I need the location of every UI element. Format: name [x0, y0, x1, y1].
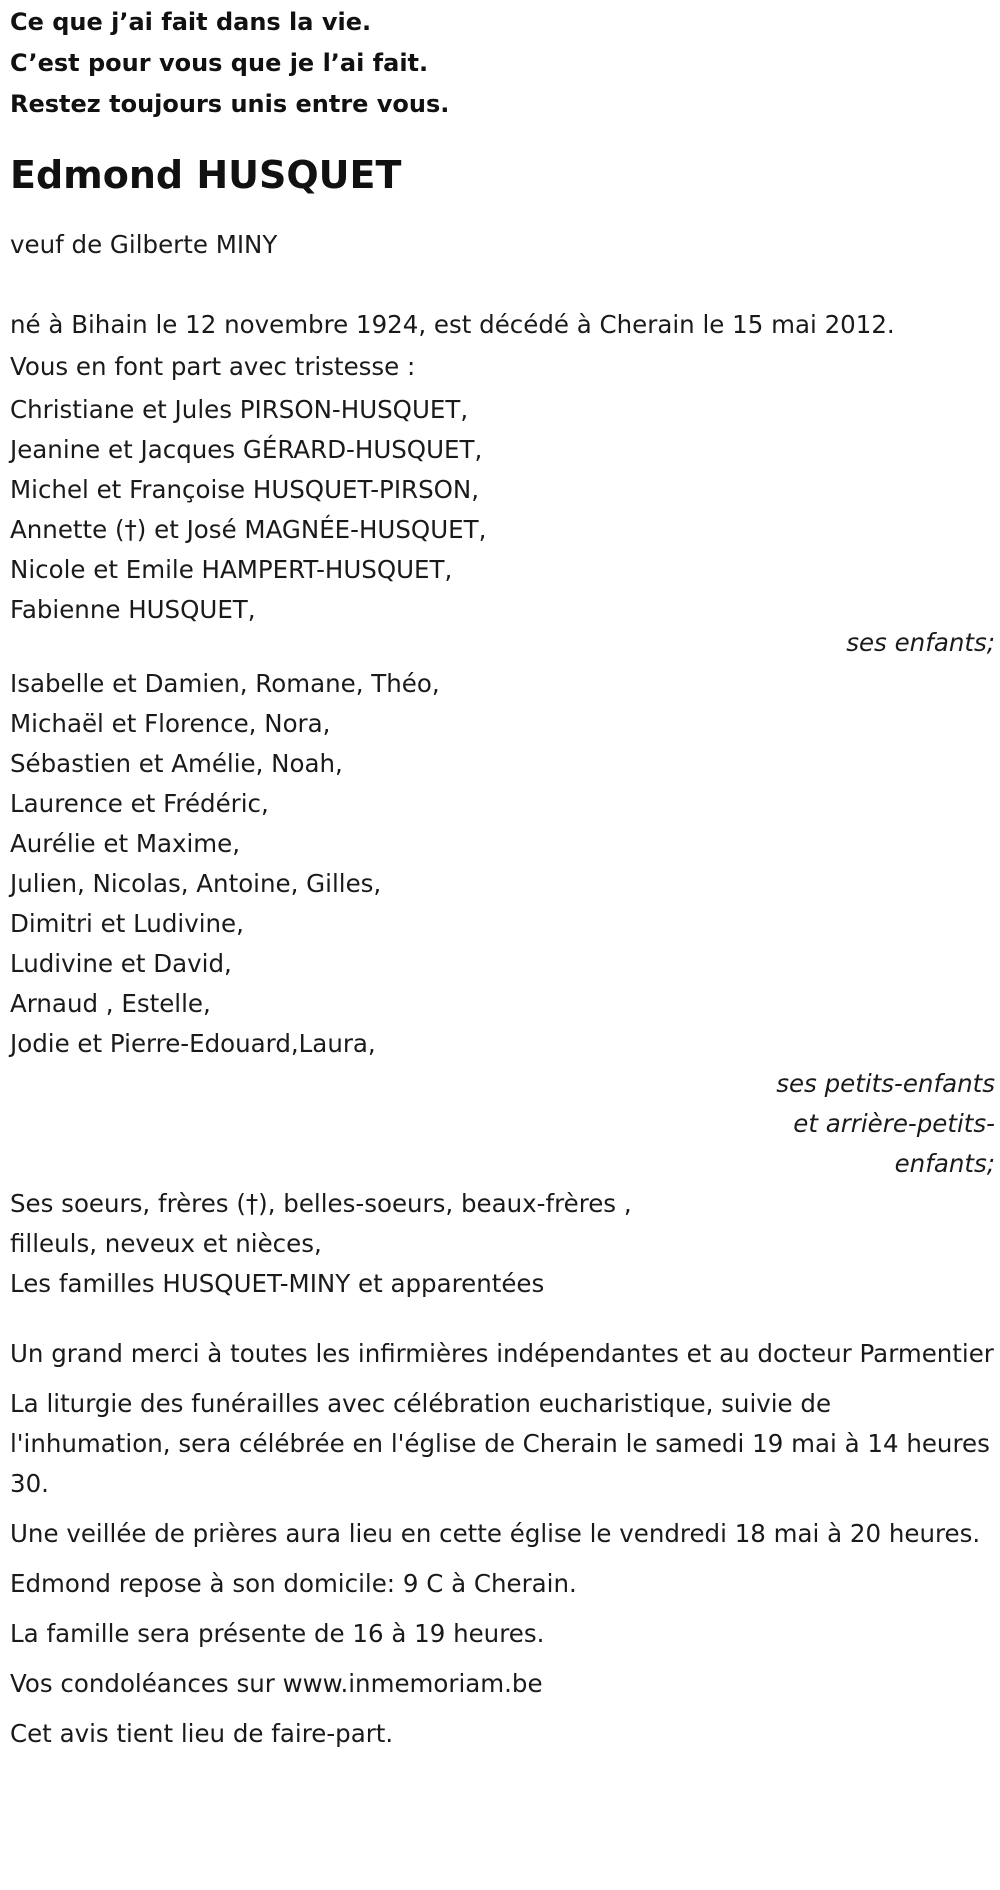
- role-line: enfants;: [894, 1149, 995, 1178]
- list-item: Ludivine et David,: [10, 949, 232, 978]
- widower-line: veuf de Gilberte MINY: [10, 230, 278, 259]
- quote-line: C’est pour vous que je l’ai fait.: [10, 49, 429, 77]
- role-line: ses petits-enfants: [776, 1069, 995, 1098]
- list-item: Jodie et Pierre-Edouard,Laura,: [10, 1029, 376, 1058]
- list-item: Fabienne HUSQUET,: [10, 595, 256, 624]
- list-item: Laurence et Frédéric,: [10, 789, 269, 818]
- list-item: Les familles HUSQUET-MINY et apparentées: [10, 1269, 545, 1298]
- list-item: Julien, Nicolas, Antoine, Gilles,: [10, 869, 382, 898]
- quote-line: Ce que j’ai fait dans la vie.: [10, 8, 372, 36]
- rest-line: Edmond repose à son domicile: 9 C à Cherain.: [10, 1569, 577, 1598]
- grandchildren-list: [10, 664, 995, 1064]
- list-item: Jeanine et Jacques GÉRARD-HUSQUET,: [10, 435, 483, 464]
- list-item: filleuls, neveux et nièces,: [10, 1229, 322, 1258]
- quote-line: Restez toujours unis entre vous.: [10, 90, 450, 118]
- list-item: Christiane et Jules PIRSON-HUSQUET,: [10, 395, 469, 424]
- list-item: Ses soeurs, frères (†), belles-soeurs, beaux-frères ,: [10, 1189, 632, 1218]
- thanks-paragraph: Un grand merci à toutes les infirmières indépendantes et au docteur Parmentier: [10, 1339, 994, 1368]
- children-role: ses enfants;: [846, 628, 995, 657]
- list-item: Annette (†) et José MAGNÉE-HUSQUET,: [10, 515, 487, 544]
- list-item: Dimitri et Ludivine,: [10, 909, 244, 938]
- relatives-list: [10, 1184, 995, 1304]
- grandchildren-role: [10, 1064, 995, 1184]
- role-line: et arrière-petits-: [793, 1109, 995, 1138]
- opening-quote: [10, 0, 995, 131]
- announcement-line: Vous en font part avec tristesse :: [10, 352, 416, 381]
- list-item: Michaël et Florence, Nora,: [10, 709, 331, 738]
- list-item: Sébastien et Amélie, Noah,: [10, 749, 343, 778]
- birth-death-line: né à Bihain le 12 novembre 1924, est décédé à Cherain le 15 mai 2012.: [10, 310, 895, 339]
- liturgy-paragraph: La liturgie des funérailles avec célébration eucharistique, suivie de l'inhumation, sera célébrée en l'église de Cherain le samedi 19 mai à 14 heures 30.: [10, 1389, 990, 1498]
- list-item: Michel et Françoise HUSQUET-PIRSON,: [10, 475, 480, 504]
- list-item: Aurélie et Maxime,: [10, 829, 241, 858]
- vigil-paragraph: Une veillée de prières aura lieu en cette église le vendredi 18 mai à 20 heures.: [10, 1519, 981, 1548]
- obituary-document: [10, 0, 995, 1754]
- list-item: Isabelle et Damien, Romane, Théo,: [10, 669, 440, 698]
- list-item: Arnaud , Estelle,: [10, 989, 211, 1018]
- family-presence-line: La famille sera présente de 16 à 19 heures.: [10, 1619, 545, 1648]
- deceased-name: Edmond HUSQUET: [10, 153, 402, 197]
- condolences-line: Vos condoléances sur www.inmemoriam.be: [10, 1669, 543, 1698]
- notice-line: Cet avis tient lieu de faire-part.: [10, 1719, 394, 1748]
- list-item: Nicole et Emile HAMPERT-HUSQUET,: [10, 555, 453, 584]
- children-list: [10, 390, 995, 630]
